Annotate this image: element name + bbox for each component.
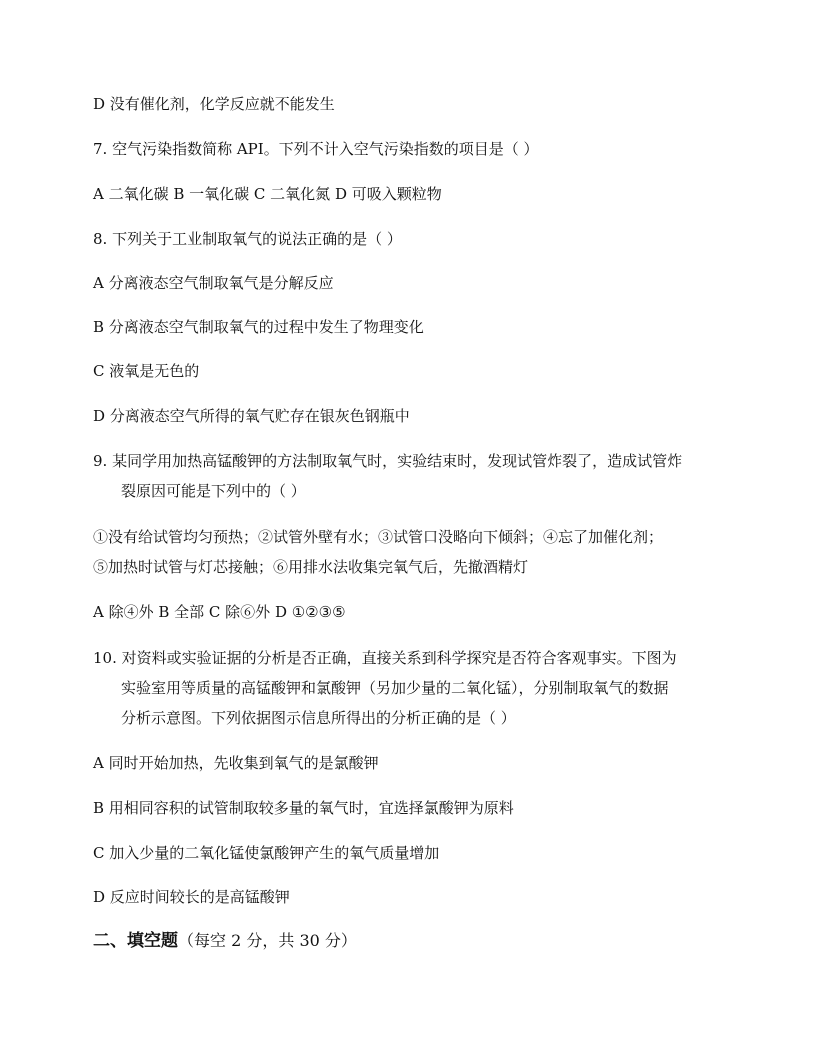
q8-option-c: C 液氧是无色的 <box>93 362 200 380</box>
q9-options: A 除④外 B 全部 C 除⑥外 D ①②③⑤ <box>93 603 346 621</box>
question-7: 7. 空气污染指数简称 API。下列不计入空气污染指数的项目是（ ） <box>93 140 539 158</box>
q7-options: A 二氧化碳 B 一氧化碳 C 二氧化氮 D 可吸入颗粒物 <box>93 185 442 203</box>
q10-option-c: C 加入少量的二氧化锰使氯酸钾产生的氧气质量增加 <box>93 844 440 862</box>
q8-option-b: B 分离液态空气制取氧气的过程中发生了物理变化 <box>93 318 424 336</box>
q8-option-d: D 分离液态空气所得的氧气贮存在银灰色钢瓶中 <box>93 407 410 425</box>
option-d-q6: D 没有催化剂，化学反应就不能发生 <box>93 95 335 113</box>
q10-option-a: A 同时开始加热，先收集到氧气的是氯酸钾 <box>93 754 379 772</box>
question-10-line-3: 分析示意图。下列依据图示信息所得出的分析正确的是（ ） <box>121 709 516 727</box>
question-9: 9. 某同学用加热高锰酸钾的方法制取氧气时，实验结束时，发现试管炸裂了，造成试管炸 <box>93 452 683 470</box>
question-8: 8. 下列关于工业制取氧气的说法正确的是（ ） <box>93 230 402 248</box>
q9-causes-line-2: ⑤加热时试管与灯芯接触；⑥用排水法收集完氧气后，先撤酒精灯 <box>93 558 529 576</box>
section-heading <box>93 931 357 951</box>
section-score-note: （每空 2 分，共 30 分） <box>178 931 357 950</box>
question-10: 10. 对资料或实验证据的分析是否正确，直接关系到科学探究是否符合客观事实。下图为 <box>93 649 677 667</box>
q9-causes-line-1: ①没有给试管均匀预热；②试管外壁有水；③试管口没略向下倾斜；④忘了加催化剂； <box>93 528 664 546</box>
q10-option-b: B 用相同容积的试管制取较多量的氧气时，宜选择氯酸钾为原料 <box>93 799 514 817</box>
section-title: 二、填空题 <box>93 931 178 951</box>
q8-option-a: A 分离液态空气制取氧气是分解反应 <box>93 274 334 292</box>
question-9-continued: 裂原因可能是下列中的（ ） <box>121 482 306 500</box>
q10-option-d: D 反应时间较长的是高锰酸钾 <box>93 888 290 906</box>
question-10-line-2: 实验室用等质量的高锰酸钾和氯酸钾（另加少量的二氧化锰），分别制取氧气的数据 <box>121 679 669 697</box>
